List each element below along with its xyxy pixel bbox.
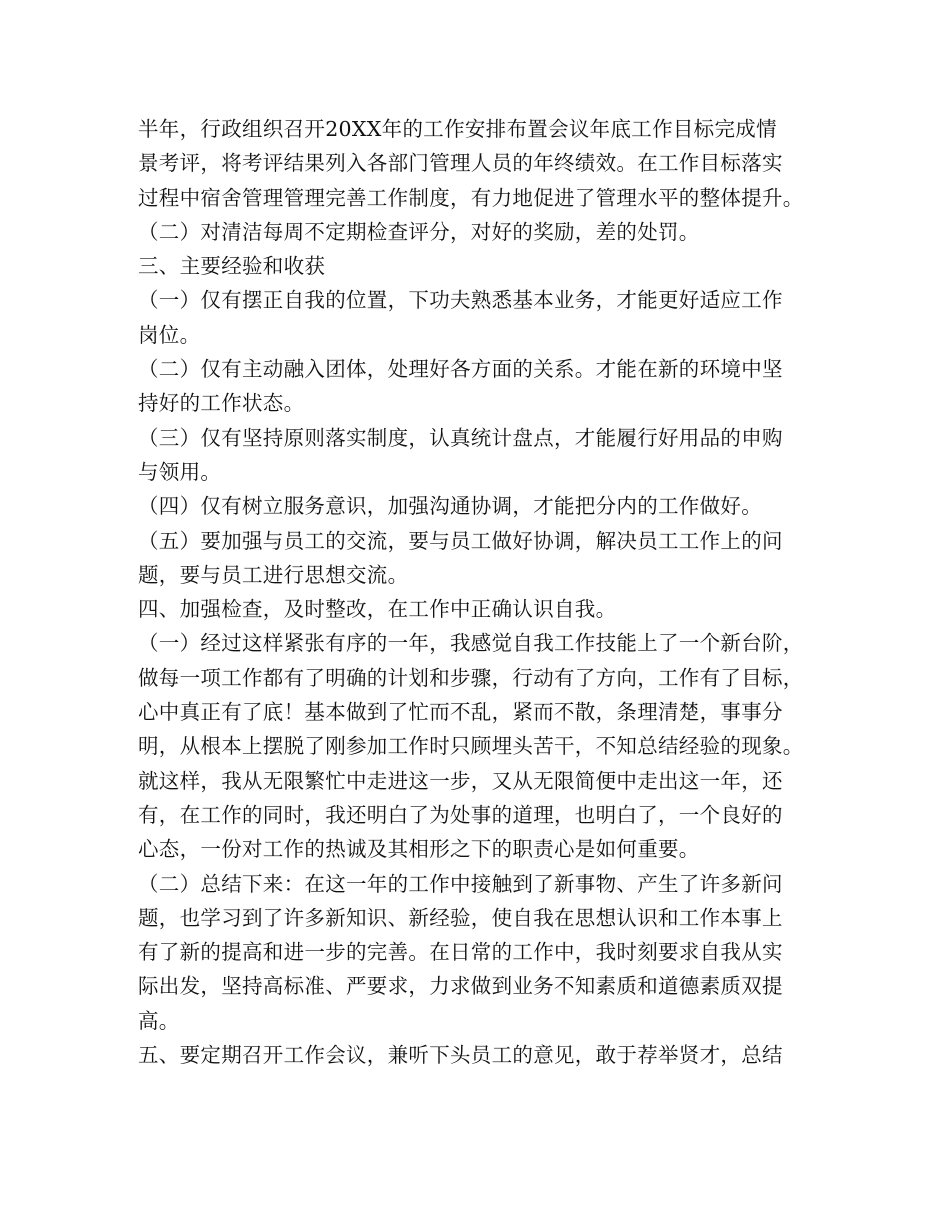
text-line: 过程中宿舍管理管理完善工作制度，有力地促进了管理水平的整体提升。 xyxy=(138,185,804,210)
text-line: 有，在工作的同时，我还明白了为处事的道理，也明白了，一个良好的 xyxy=(138,802,783,827)
text-line: 高。 xyxy=(138,1008,180,1033)
text-line: 半年，行政组织召开20XX年的工作安排布置会议年底工作目标完成情 xyxy=(138,117,777,141)
text-line: （五）要加强与员工的交流，要与员工做好协调，解决员工工作上的问 xyxy=(138,528,783,553)
text-line: （四）仅有树立服务意识，加强沟通协调，才能把分内的工作做好。 xyxy=(138,494,762,519)
text-line: 心态，一份对工作的热诚及其相形之下的职责心是如何重要。 xyxy=(138,837,700,862)
text-line: 明，从根本上摆脱了刚参加工作时只顾埋头苦干，不知总结经验的现象。 xyxy=(138,734,804,759)
text-line: 岗位。 xyxy=(138,322,201,347)
text-line: 与领用。 xyxy=(138,459,222,484)
text-line: （一）经过这样紧张有序的一年，我感觉自我工作技能上了一个新台阶， xyxy=(138,631,804,656)
text-line: 题，要与员工进行思想交流。 xyxy=(138,562,409,587)
text-line: （二）对清洁每周不定期检查评分，对好的奖励，差的处罚。 xyxy=(138,219,700,244)
text-line: （一）仅有摆正自我的位置，下功夫熟悉基本业务，才能更好适应工作 xyxy=(138,288,783,313)
text-line: 景考评，将考评结果列入各部门管理人员的年终绩效。在工作目标落实 xyxy=(138,151,783,176)
text-line: 有了新的提高和进一步的完善。在日常的工作中，我时刻要求自我从实 xyxy=(138,940,783,965)
text-line: 题，也学习到了许多新知识、新经验，使自我在思想认识和工作本事上 xyxy=(138,905,783,930)
text-line: 持好的工作状态。 xyxy=(138,391,305,416)
body-text xyxy=(138,112,828,1072)
text-line: （二）总结下来：在这一年的工作中接触到了新事物、产生了许多新问 xyxy=(138,871,783,896)
text-line: （三）仅有坚持原则落实制度，认真统计盘点，才能履行好用品的申购 xyxy=(138,425,783,450)
text-line: （二）仅有主动融入团体，处理好各方面的关系。才能在新的环境中坚 xyxy=(138,357,783,382)
text-line: 就这样，我从无限繁忙中走进这一步，又从无限简便中走出这一年，还 xyxy=(138,768,783,793)
section-heading: 三、主要经验和收获 xyxy=(138,254,326,279)
section-heading: 四、加强检查，及时整改，在工作中正确认识自我。 xyxy=(138,597,617,622)
section-heading: 五、要定期召开工作会议，兼听下头员工的意见，敢于荐举贤才，总结 xyxy=(138,1043,783,1068)
text-line: 心中真正有了底！基本做到了忙而不乱，紧而不散，条理清楚，事事分 xyxy=(138,700,783,725)
text-line: 做每一项工作都有了明确的计划和步骤，行动有了方向，工作有了目标， xyxy=(138,665,804,690)
text-line: 际出发，坚持高标准、严要求，力求做到业务不知素质和道德素质双提 xyxy=(138,974,783,999)
